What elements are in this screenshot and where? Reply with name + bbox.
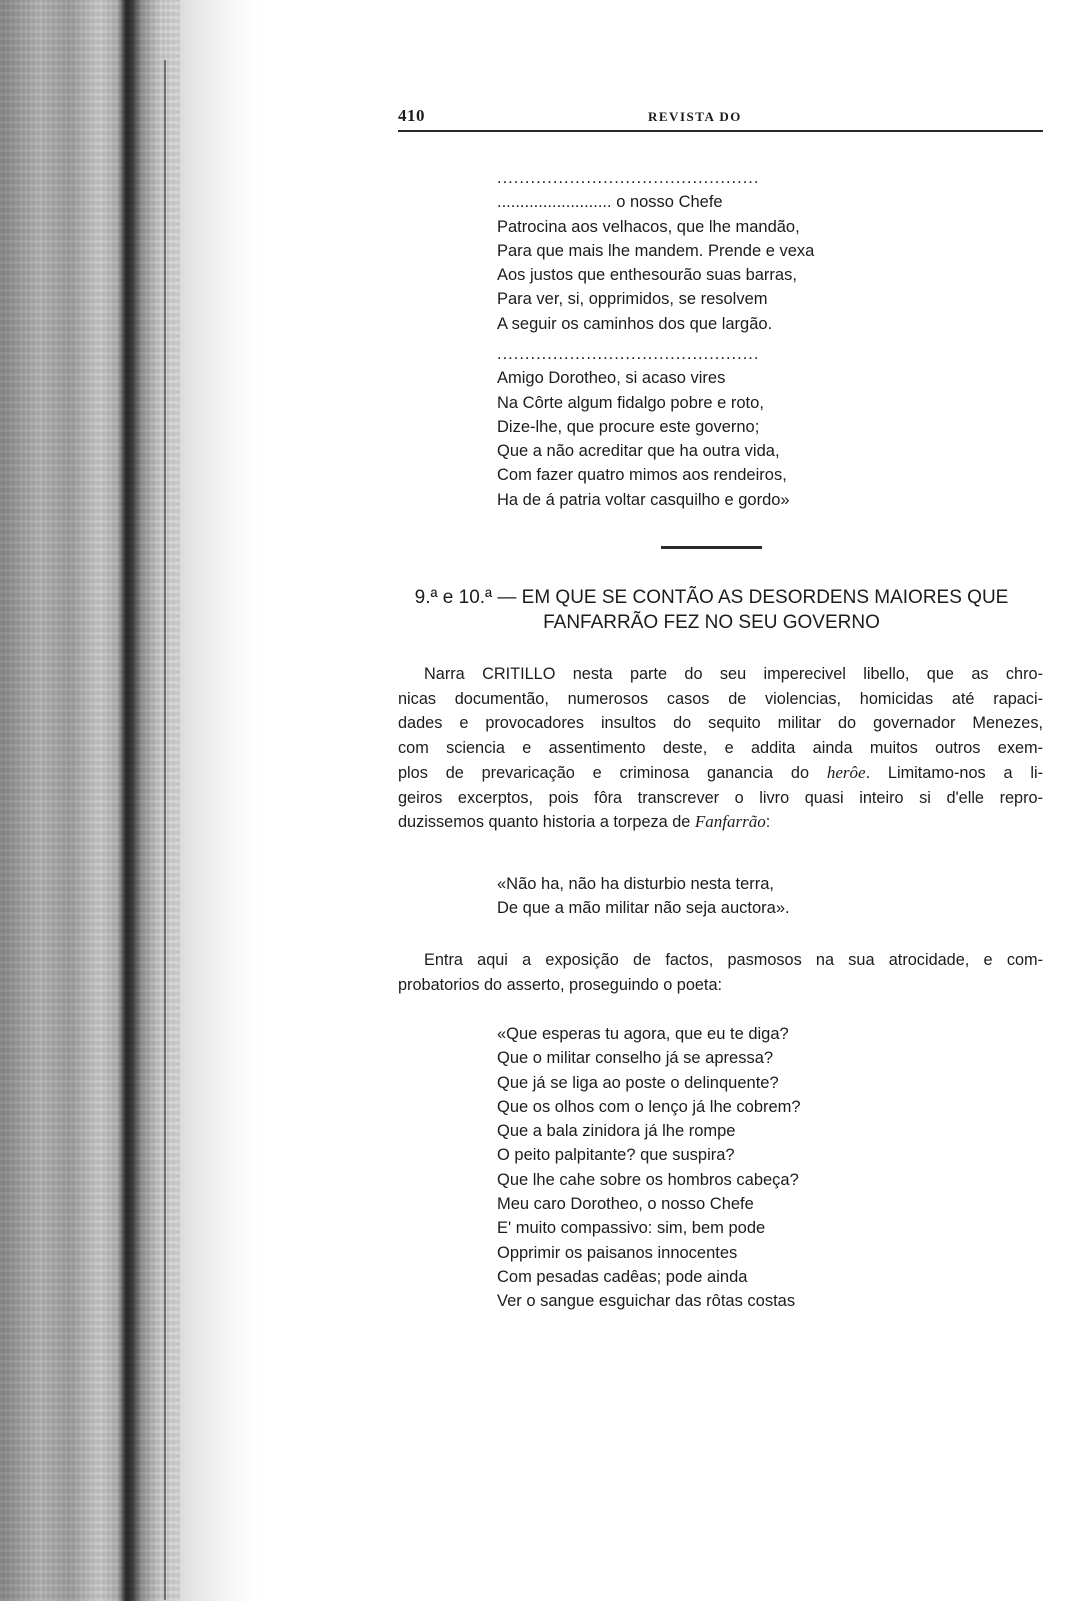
paragraph-line: Narra CRITILLO nesta parte do seu imperecivel libello, que as chro- [424, 665, 1043, 683]
quote-line: De que a mão militar não seja auctora». [497, 899, 790, 918]
italic-word-fanfarrao: Fanfarrão [694, 812, 766, 832]
paragraph-text: duzissemos quanto historia a torpeza de [398, 813, 691, 832]
paragraph-line: Entra aqui a exposição de factos, pasmosos na sua atrocidade, e com- [424, 951, 1043, 969]
ellipsis-line: ............................................... [497, 169, 760, 187]
page-number: 410 [398, 106, 425, 125]
poem-line: «Que esperas tu agora, que eu te diga? [497, 1025, 789, 1043]
poem-line: Que o militar conselho já se apressa? [497, 1049, 774, 1068]
poem-excerpt-1 [497, 166, 814, 336]
poem-line: Que lhe cahe sobre os hombros cabeça? [497, 1170, 799, 1189]
paragraph-line: geiros excerptos, pois fôra transcrever o livro quasi inteiro si d'elle repro- [398, 788, 1043, 807]
paragraph-line: com sciencia e assentimento deste, e addita ainda muitos outros exem- [398, 739, 1043, 758]
poem-excerpt-3 [497, 1022, 801, 1314]
poem-line: Que a não acreditar que ha outra vida, [497, 442, 780, 461]
poem-line: Ha de á patria voltar casquilho e gordo» [497, 490, 790, 509]
poem-line: ......................... o nosso Chefe [497, 193, 723, 212]
poem-line: E' muito compassivo: sim, bem pode [497, 1219, 766, 1238]
quote-block [497, 872, 790, 921]
poem-line: Na Côrte algum fidalgo pobre e roto, [497, 393, 764, 412]
poem-line: O peito palpitante? que suspira? [497, 1146, 735, 1165]
paragraph-1 [398, 662, 1043, 835]
section-heading-line-1: 9.ª e 10.ª — EM QUE SE CONTÃO AS DESORDENS MAIORES QUE [414, 587, 1009, 608]
poem-line: Aos justos que enthesourão suas barras, [497, 266, 797, 285]
paragraph-text: . Limitamo-nos a li- [865, 763, 1043, 782]
poem-line: Dize-lhe, que procure este governo; [497, 417, 760, 436]
page-header [398, 106, 1043, 132]
paragraph-line: nicas documentão, numerosos casos de violencias, homicidas até rapaci- [398, 689, 1043, 708]
poem-line: Patrocina aos velhacos, que lhe mandão, [497, 217, 800, 236]
poem-line: Para que mais lhe mandem. Prende e vexa [497, 241, 815, 260]
italic-word-heroe: herôe [826, 762, 866, 782]
poem-line: Que os olhos com o lenço já lhe cobrem? [497, 1097, 801, 1116]
paragraph-line: probatorios do asserto, proseguindo o poeta: [398, 975, 723, 994]
poem-line: Que já se liga ao poste o delinquente? [497, 1073, 779, 1092]
section-divider [661, 546, 762, 549]
poem-line: Que a bala zinidora já lhe rompe [497, 1122, 736, 1141]
paragraph-line [398, 810, 1043, 835]
paragraph-2 [398, 948, 1043, 997]
poem-line: Ver o sangue esguichar das rôtas costas [497, 1292, 796, 1311]
poem-line: Para ver, si, opprimidos, se resolvem [497, 290, 768, 309]
poem-line: Amigo Dorotheo, si acaso vires [497, 369, 726, 388]
poem-line: Opprimir os paisanos innocentes [497, 1243, 738, 1262]
poem-line: Meu caro Dorotheo, o nosso Chefe [497, 1195, 754, 1214]
poem-excerpt-2 [497, 342, 790, 512]
paragraph-line: dades e provocadores insultos do sequito militar do governador Menezes, [398, 714, 1043, 733]
scan-noise [0, 0, 180, 1601]
paragraph-text: : [765, 813, 771, 832]
paragraph-line [398, 761, 1043, 786]
binding-edge [164, 60, 166, 1600]
ellipsis-line: ............................................... [497, 345, 760, 363]
poem-line: Com fazer quatro mimos aos rendeiros, [497, 466, 787, 485]
running-head: REVISTA DO [648, 109, 742, 124]
header-rule [398, 130, 1043, 132]
paragraph-text: plos de prevaricação e criminosa ganancia do [398, 763, 810, 782]
poem-line: Com pesadas cadêas; pode ainda [497, 1267, 748, 1286]
poem-line: A seguir os caminhos dos que largão. [497, 314, 773, 333]
quote-line: «Não ha, não ha disturbio nesta terra, [497, 875, 775, 893]
section-heading-line-2: FANFARRÃO FEZ NO SEU GOVERNO [543, 612, 880, 633]
section-heading [380, 585, 1043, 635]
